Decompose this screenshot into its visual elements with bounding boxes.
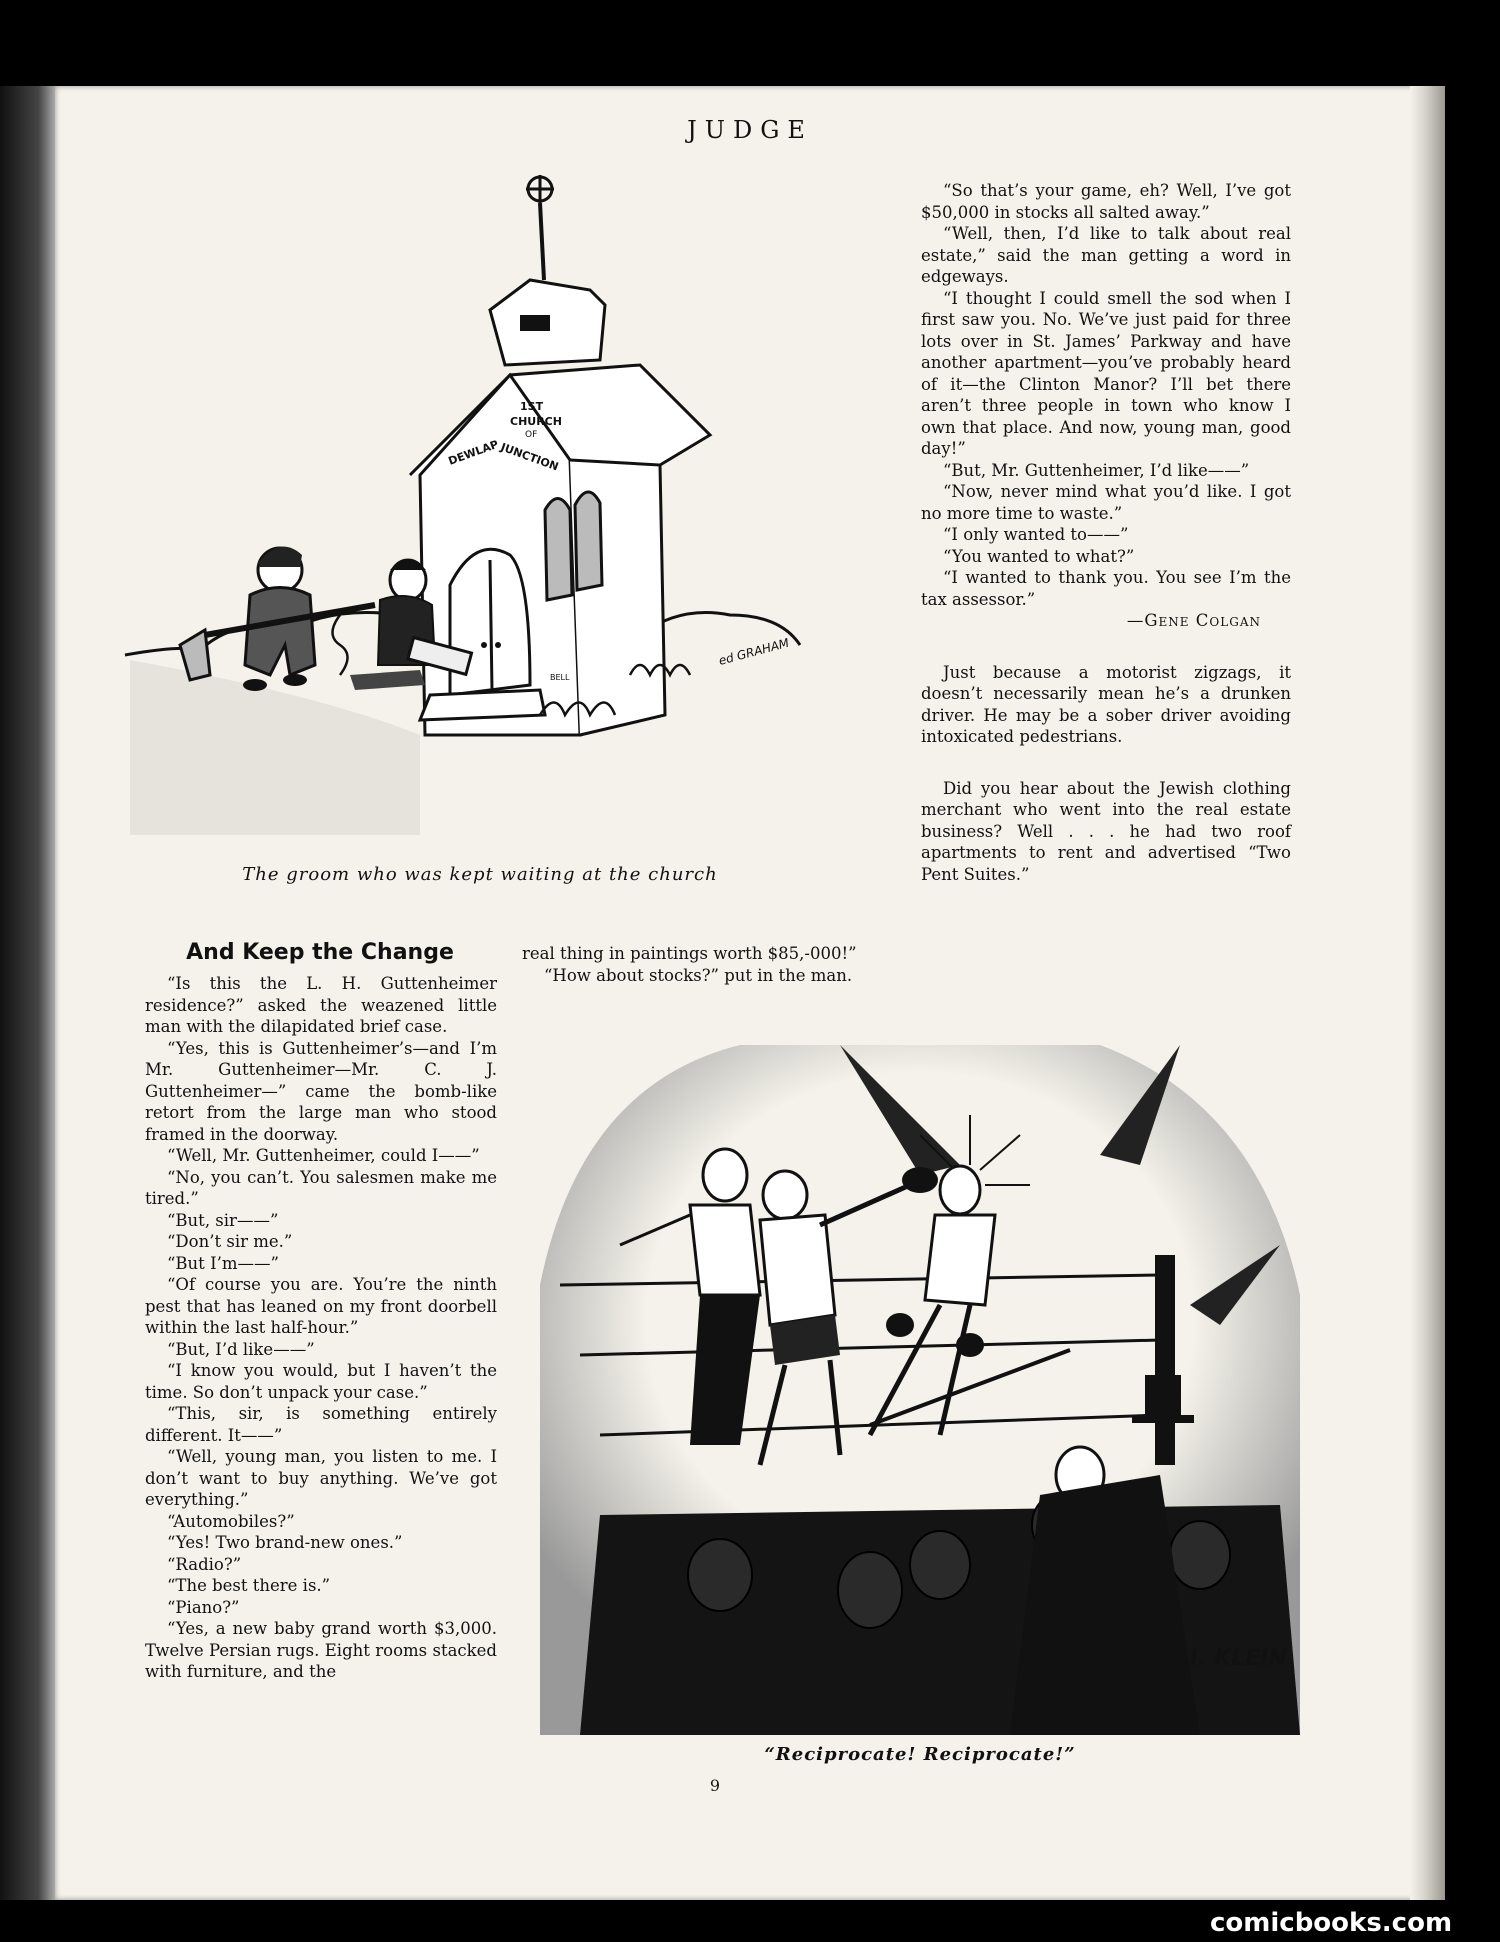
story-paragraph: “I only wanted to——” bbox=[943, 525, 1129, 544]
story-paragraph: “But, sir——” bbox=[167, 1210, 279, 1230]
church-sign-line: 1ST bbox=[520, 400, 544, 413]
church-sign-line: OF bbox=[525, 430, 538, 440]
watermark: comicbooks.com bbox=[1210, 1908, 1453, 1938]
church-sign-line: JUNCTION bbox=[498, 440, 561, 474]
boxing-cartoon-caption: “Reciprocate! Reciprocate!” bbox=[764, 1744, 1076, 1765]
boxing-cartoon bbox=[540, 1045, 1300, 1735]
church-sign-line: DEWLAP bbox=[446, 437, 501, 468]
story-paragraph: “Yes, a new baby grand worth $3,000. Twelve Persian rugs. Eight rooms stacked with furniture, and the bbox=[145, 1619, 497, 1681]
ring-post bbox=[1155, 1255, 1175, 1465]
story-paragraph: “Well, then, I’d like to talk about real estate,” said the man getting a word in edgeways. bbox=[921, 224, 1291, 286]
story-column-2 bbox=[522, 943, 894, 986]
story-paragraph: “So that’s your game, eh? Well, I’ve got $50,000 in stocks all salted away.” bbox=[921, 181, 1291, 222]
story-paragraph: “Is this the L. H. Guttenheimer residence?” asked the weazened little man with the dilapidated brief case. bbox=[145, 974, 497, 1036]
story-paragraph: “Well, Mr. Guttenheimer, could I——” bbox=[167, 1146, 480, 1165]
page-number: 9 bbox=[709, 1776, 721, 1795]
story-paragraph: “How about stocks?” put in the man. bbox=[544, 965, 853, 985]
story-paragraph: real thing in paintings worth $85,-000!” bbox=[522, 944, 857, 963]
story-paragraph: “I wanted to thank you. You see I’m the tax assessor.” bbox=[921, 568, 1291, 609]
adjacent-page-edge bbox=[0, 86, 55, 1900]
belfry-vent bbox=[520, 315, 550, 331]
story-paragraph: “I thought I could smell the sod when I first saw you. No. We’ve just paid for three lots over in St. James’ Parkway and have another apartment—you’ve probably heard of it—the Clinton Manor? I’ll bet there aren’t three people in town who know I own that place. And now, young man, good day!” bbox=[921, 288, 1291, 458]
church-cartoon bbox=[120, 175, 810, 855]
church-steps bbox=[420, 690, 545, 720]
story-author: —Gene Colgan bbox=[1126, 611, 1261, 630]
story-paragraph: “Yes, this is Guttenheimer’s—and I’m Mr. Guttenheimer—Mr. C. J. Guttenheimer—” came the bomb-like retort from the large man who stood framed in the doorway. bbox=[145, 1038, 497, 1144]
story-paragraph: “You wanted to what?” bbox=[943, 546, 1135, 566]
story-paragraph: “I know you would, but I haven’t the time. So don’t unpack your case.” bbox=[145, 1361, 497, 1402]
bell-label: BELL bbox=[550, 673, 570, 682]
story-heading: And Keep the Change bbox=[186, 940, 454, 965]
joke-paragraph: Did you hear about the Jewish clothing merchant who went into the real estate business? Well . . . he had two roof apartments to rent and advertised “Two Pent Suites.” bbox=[921, 778, 1291, 884]
cartoonist-signature: I. KLEIN bbox=[1190, 1646, 1287, 1671]
story-column-3 bbox=[921, 180, 1291, 885]
page-gutter-shadow bbox=[1410, 86, 1445, 1900]
story-paragraph: “But I’m——” bbox=[167, 1253, 279, 1273]
shotgun-man bbox=[180, 547, 375, 691]
story-paragraph: “Don’t sir me.” bbox=[167, 1232, 293, 1251]
story-paragraph: “Well, young man, you listen to me. I don’t want to buy anything. We’ve got everything.” bbox=[145, 1447, 497, 1509]
story-paragraph: “Yes! Two brand-new ones.” bbox=[167, 1533, 403, 1552]
story-paragraph: “No, you can’t. You salesmen make me tired.” bbox=[145, 1167, 497, 1208]
story-paragraph: “This, sir, is something entirely different. It——” bbox=[145, 1404, 497, 1445]
story-paragraph: “But, I’d like——” bbox=[167, 1339, 315, 1359]
story-paragraph: “Piano?” bbox=[167, 1597, 240, 1617]
church-sign-line: CHURCH bbox=[510, 415, 562, 428]
story-paragraph: “The best there is.” bbox=[167, 1576, 331, 1595]
story-paragraph: “Radio?” bbox=[167, 1554, 242, 1574]
cartoonist-signature: ed GRAHAM bbox=[717, 635, 791, 668]
story-paragraph: “Automobiles?” bbox=[167, 1511, 295, 1531]
magazine-title: JUDGE bbox=[687, 116, 813, 144]
story-column-1 bbox=[145, 973, 497, 1683]
story-paragraph: “But, Mr. Guttenheimer, I’d like——” bbox=[943, 460, 1250, 480]
stained-window bbox=[545, 499, 572, 601]
church-cartoon-caption: The groom who was kept waiting at the church bbox=[242, 864, 718, 885]
story-paragraph: “Now, never mind what you’d like. I got no more time to waste.” bbox=[921, 482, 1291, 523]
story-paragraph: “Of course you are. You’re the ninth pest that has leaned on my front doorbell within the last half-hour.” bbox=[145, 1275, 497, 1337]
joke-paragraph: Just because a motorist zigzags, it doesn’t necessarily mean he’s a drunken driver. He may be a sober driver avoiding intoxicated pedestrians. bbox=[921, 662, 1291, 746]
